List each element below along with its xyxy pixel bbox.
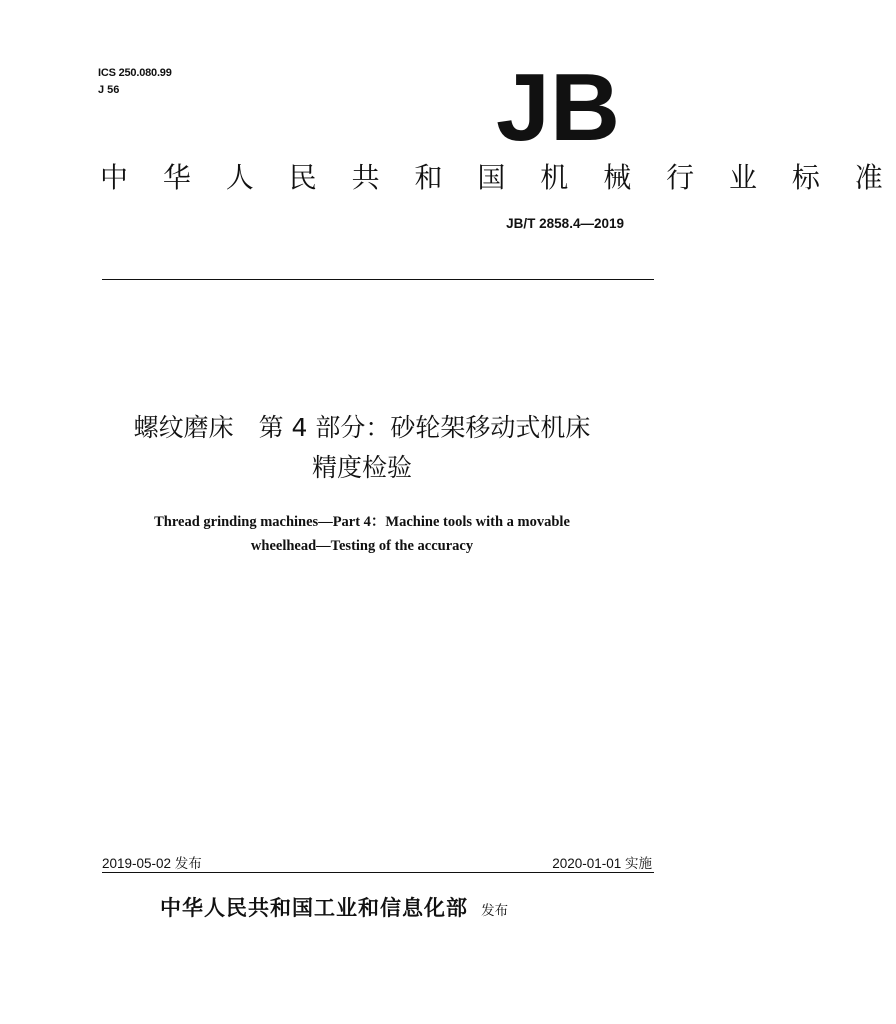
issue-date: 2019-05-02 发布 — [102, 856, 202, 871]
standard-number: JB/T 2858.4—2019 — [506, 216, 624, 231]
chinese-title — [0, 408, 724, 488]
jb-logo-text: JB — [496, 54, 620, 161]
issuer-line — [160, 892, 640, 922]
bottom-divider — [102, 872, 654, 873]
english-title-line-2: wheelhead—Testing of the accuracy — [250, 538, 474, 554]
english-title — [0, 510, 724, 558]
jb-logo — [494, 54, 624, 161]
top-divider — [102, 279, 654, 280]
chinese-title-line-1: 螺纹磨床 第 4 部分：砂轮架移动式机床 — [133, 413, 591, 442]
chinese-title-line-2: 精度检验 — [311, 453, 412, 482]
ccs-code: J 56 — [98, 84, 120, 96]
english-title-line-1: Thread grinding machines—Part 4：Machine tools with a movable — [154, 514, 570, 530]
implementation-date: 2020-01-01 实施 — [552, 856, 652, 871]
issue-action: 发布 — [481, 903, 509, 919]
ics-code: ICS 250.080.99 — [98, 67, 172, 79]
issuing-organization: 中华人民共和国工业和信息化部 — [160, 896, 468, 920]
standard-category-title: 中 华 人 民 共 和 国 机 械 行 业 标 准 — [100, 161, 896, 194]
